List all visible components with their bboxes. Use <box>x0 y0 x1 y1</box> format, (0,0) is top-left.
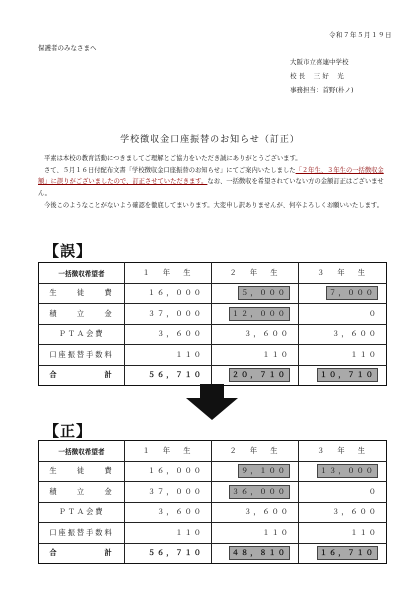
body-p2-note: なお、一括徴収を希望されていない方の金額訂正はございません。 <box>38 178 384 198</box>
heading-correct: 【正】 <box>44 422 93 440</box>
body-paragraph-3: 今後このようなことがないよう確認を徹底してまいります。大変申し訳ありませんが、何卒よろしくお願いいたします。 <box>44 201 384 209</box>
cell-grade2: ３，６００ <box>212 502 299 523</box>
highlighted-value: １０，７１０ <box>317 368 378 382</box>
body-paragraph-1: 平素は本校の教育活動につきましてご理解とご協力をいただき誠にありがとうございます。 <box>44 155 302 162</box>
table-header-row <box>39 263 387 284</box>
school-name: 大阪市立喜連中学校 <box>290 58 349 66</box>
column-header: ３ 年 生 <box>299 263 387 284</box>
document-date: 令和７年５月１９日 <box>329 31 392 39</box>
highlighted-value: ５，０００ <box>238 286 290 300</box>
cell-grade2 <box>212 461 299 482</box>
row-label: 生 徒 費 <box>39 461 125 482</box>
row-label: 口座振替手数料 <box>39 523 125 544</box>
addressee: 保護者のみなさまへ <box>38 44 97 52</box>
principal-name: 校 長 三 好 光 <box>290 72 344 80</box>
cell-grade2 <box>212 283 299 304</box>
cell-grade3 <box>299 283 387 304</box>
highlighted-value: ７，０００ <box>326 286 378 300</box>
cell-grade1: ３，６００ <box>125 502 212 523</box>
table-row <box>39 482 387 503</box>
document-title: 学校徴収金口座振替のお知らせ（訂正） <box>120 135 300 145</box>
sender-block <box>290 55 354 97</box>
column-header: １ 年 生 <box>125 263 212 284</box>
row-label: 積 立 金 <box>39 304 125 325</box>
cell-grade3: １１０ <box>299 523 387 544</box>
column-header: １ 年 生 <box>125 441 212 462</box>
highlighted-value: １３，０００ <box>317 464 378 478</box>
highlighted-value: １６，７１０ <box>317 546 378 560</box>
cell-grade1: ３７，０００ <box>125 304 212 325</box>
cell-grade3 <box>299 543 387 564</box>
cell-grade3 <box>299 365 387 386</box>
column-header: ３ 年 生 <box>299 441 387 462</box>
column-header: ２ 年 生 <box>212 441 299 462</box>
table-total-row <box>39 365 387 386</box>
cell-grade3: ０ <box>299 304 387 325</box>
row-label: ＰＴＡ会費 <box>39 324 125 345</box>
cell-grade1: １６，０００ <box>125 283 212 304</box>
table-row <box>39 461 387 482</box>
table-row <box>39 304 387 325</box>
highlighted-value: ２０，７１０ <box>229 368 290 382</box>
column-header: ２ 年 生 <box>212 263 299 284</box>
row-label: 積 立 金 <box>39 482 125 503</box>
column-header: 一括徴収希望者 <box>39 263 125 284</box>
table-row <box>39 345 387 366</box>
correct-fee-table <box>38 440 387 564</box>
highlighted-value: ４８，８１０ <box>229 546 290 560</box>
heading-wrong: 【誤】 <box>44 242 93 260</box>
cell-grade1: ３，６００ <box>125 324 212 345</box>
highlighted-value: ９，１００ <box>238 464 290 478</box>
highlighted-value: ３６，０００ <box>229 485 290 499</box>
cell-grade1: ５６，７１０ <box>125 543 212 564</box>
row-label: 口座振替手数料 <box>39 345 125 366</box>
wrong-fee-table <box>38 262 387 386</box>
table-row <box>39 523 387 544</box>
table-row <box>39 324 387 345</box>
cell-grade1: ３７，０００ <box>125 482 212 503</box>
cell-grade2 <box>212 365 299 386</box>
cell-grade2 <box>212 304 299 325</box>
cell-grade2 <box>212 482 299 503</box>
cell-grade3: １１０ <box>299 345 387 366</box>
table-row <box>39 502 387 523</box>
table-row <box>39 283 387 304</box>
table-total-row <box>39 543 387 564</box>
body-p2-intro: さて、５月１６日付配布文書「学校徴収金口座振替のお知らせ」にてご案内いたしました <box>44 166 296 174</box>
body-paragraph-2 <box>38 165 390 200</box>
down-arrow-icon <box>186 384 238 420</box>
cell-grade3: ３，６００ <box>299 502 387 523</box>
cell-grade1: １１０ <box>125 523 212 544</box>
body-text <box>38 153 390 212</box>
row-label: 合 計 <box>39 365 125 386</box>
cell-grade1: １１０ <box>125 345 212 366</box>
cell-grade2: ３，６００ <box>212 324 299 345</box>
table-header-row <box>39 441 387 462</box>
cell-grade2: １１０ <box>212 523 299 544</box>
highlighted-value: １２，０００ <box>229 307 290 321</box>
cell-grade3: ０ <box>299 482 387 503</box>
row-label: ＰＴＡ会費 <box>39 502 125 523</box>
cell-grade2: １１０ <box>212 345 299 366</box>
cell-grade3 <box>299 461 387 482</box>
row-label: 合 計 <box>39 543 125 564</box>
body-p2-correction: 「２年生、３年生の一括徴収金額」に誤りがございましたので、訂正させていただきます。 <box>38 166 384 186</box>
cell-grade3: ３，６００ <box>299 324 387 345</box>
contact-person: 事務担当：首野(朴ノ) <box>290 86 354 94</box>
cell-grade1: ５６，７１０ <box>125 365 212 386</box>
cell-grade2 <box>212 543 299 564</box>
column-header: 一括徴収希望者 <box>39 441 125 462</box>
cell-grade1: １６，０００ <box>125 461 212 482</box>
row-label: 生 徒 費 <box>39 283 125 304</box>
